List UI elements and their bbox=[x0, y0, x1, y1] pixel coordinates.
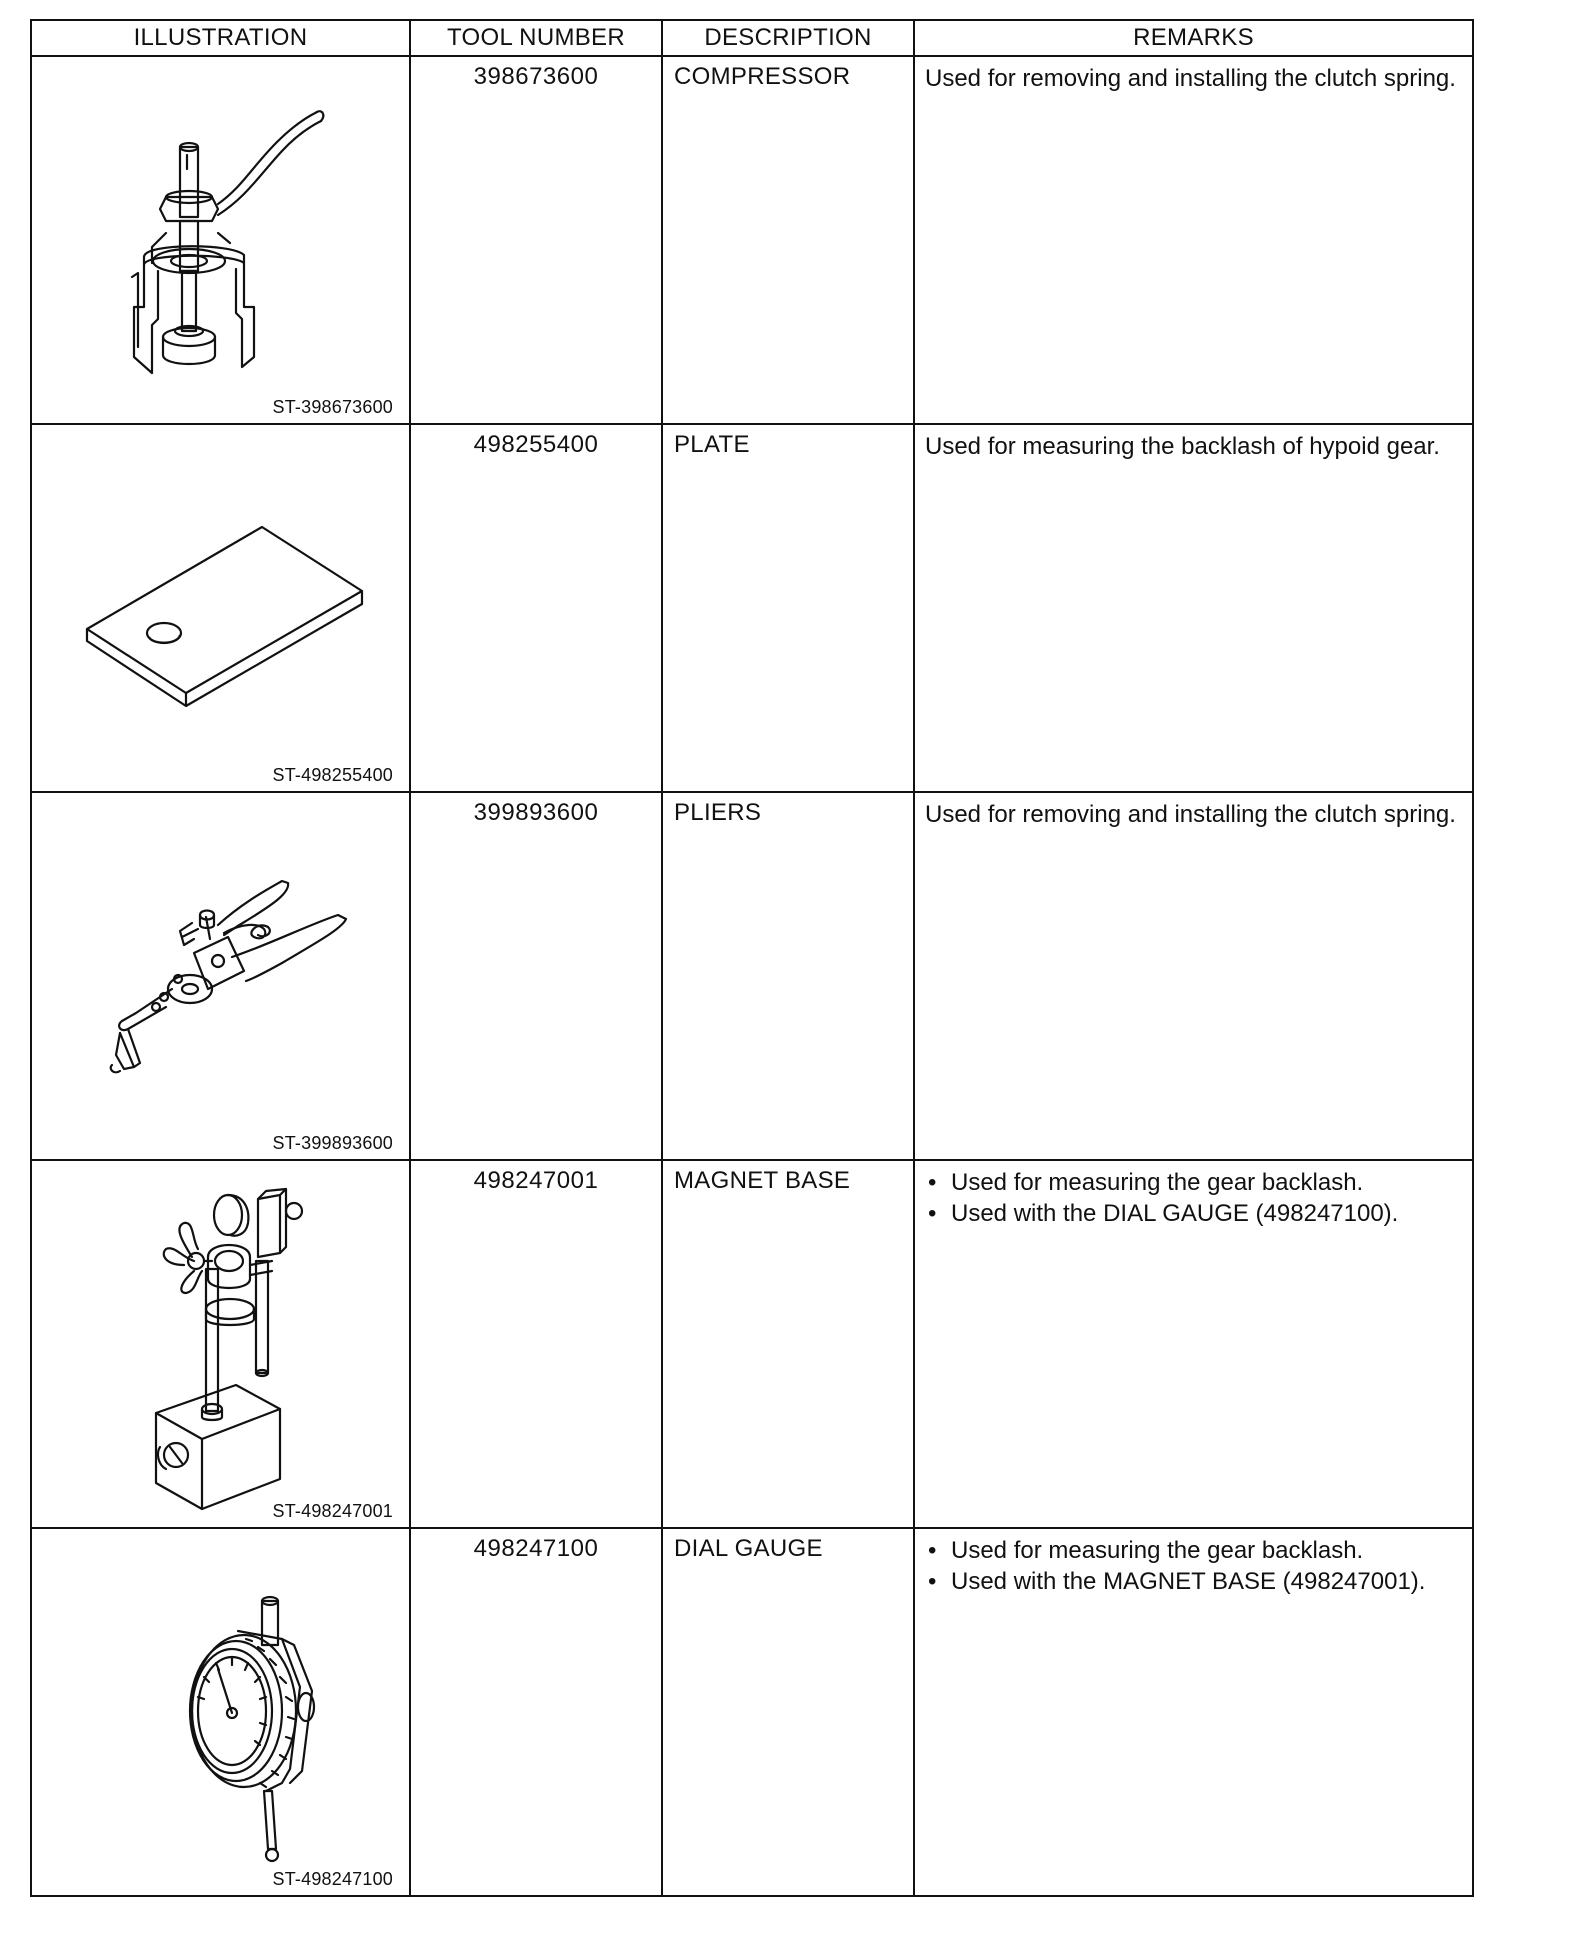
bullet: • bbox=[928, 1568, 937, 1595]
remark-text: Used for removing and installing the clutch spring. bbox=[925, 65, 1456, 92]
remarks-list bbox=[925, 1167, 1462, 1229]
header-illustration: ILLUSTRATION bbox=[32, 21, 411, 55]
remark-text: Used with the MAGNET BASE (498247001). bbox=[951, 1568, 1426, 1595]
description: DIAL GAUGE bbox=[674, 1535, 823, 1562]
special-tools-table bbox=[30, 19, 1474, 1897]
bullet: • bbox=[928, 1537, 937, 1564]
illustration-code: ST-498247001 bbox=[272, 1501, 393, 1521]
illustration-cell bbox=[32, 425, 411, 791]
tool-number: 398673600 bbox=[473, 63, 599, 90]
description: MAGNET BASE bbox=[674, 1167, 851, 1194]
description-cell bbox=[663, 793, 915, 1159]
tool-number-cell bbox=[411, 1529, 663, 1897]
illustration-cell bbox=[32, 1161, 411, 1527]
illustration-cell bbox=[32, 793, 411, 1159]
tool-number-cell bbox=[411, 793, 663, 1159]
illustration bbox=[32, 425, 409, 791]
tool-number: 399893600 bbox=[473, 799, 599, 826]
header-remarks: REMARKS bbox=[1133, 24, 1254, 51]
remarks bbox=[925, 1535, 1462, 1597]
description: PLIERS bbox=[674, 799, 762, 826]
list-item bbox=[925, 1198, 1462, 1229]
description-cell bbox=[663, 1529, 915, 1897]
illustration-cell bbox=[32, 1529, 411, 1897]
description-cell bbox=[663, 1161, 915, 1527]
tool-number: 498255400 bbox=[473, 431, 599, 458]
remarks bbox=[925, 63, 1462, 94]
remark-text: Used for measuring the gear backlash. bbox=[951, 1537, 1364, 1564]
remark-text: Used for measuring the gear backlash. bbox=[951, 1169, 1364, 1196]
tool-number-cell bbox=[411, 57, 663, 423]
illustration-code: ST-498255400 bbox=[272, 765, 393, 785]
remarks-cell bbox=[915, 57, 1472, 423]
tool-number-cell bbox=[411, 1161, 663, 1527]
illustration-cell bbox=[32, 57, 411, 423]
plate-icon bbox=[32, 425, 409, 791]
remark-text: Used for removing and installing the clutch spring. bbox=[925, 801, 1456, 828]
description-cell bbox=[663, 425, 915, 791]
magnet-base-icon bbox=[32, 1161, 409, 1527]
remark-text: Used for measuring the backlash of hypoid gear. bbox=[925, 433, 1440, 460]
header-description: DESCRIPTION bbox=[663, 21, 915, 55]
remarks-list bbox=[925, 1535, 1462, 1597]
table-row bbox=[32, 425, 1472, 793]
tool-number: 498247100 bbox=[473, 1535, 599, 1562]
illustration bbox=[32, 1529, 409, 1895]
list-item bbox=[925, 1566, 1462, 1597]
illustration-code: ST-498247100 bbox=[272, 1869, 393, 1889]
list-item bbox=[925, 1535, 1462, 1566]
table-header-row bbox=[32, 21, 1472, 57]
description-cell bbox=[663, 57, 915, 423]
table-row bbox=[32, 57, 1472, 425]
remarks-cell bbox=[915, 793, 1472, 1159]
illustration bbox=[32, 1161, 409, 1527]
table-row bbox=[32, 1161, 1472, 1529]
table-row bbox=[32, 793, 1472, 1161]
description: PLATE bbox=[674, 431, 750, 458]
compressor-icon bbox=[32, 57, 409, 423]
tool-number: 498247001 bbox=[473, 1167, 599, 1194]
header-tool-number: TOOL NUMBER bbox=[411, 21, 663, 55]
illustration-code: ST-398673600 bbox=[272, 397, 393, 417]
remarks-cell bbox=[915, 1529, 1472, 1897]
dial-gauge-icon bbox=[32, 1529, 409, 1895]
remarks-cell bbox=[915, 425, 1472, 791]
list-item bbox=[925, 1167, 1462, 1198]
remarks bbox=[925, 431, 1462, 462]
remarks bbox=[925, 799, 1462, 830]
remarks-cell bbox=[915, 1161, 1472, 1527]
remarks bbox=[925, 1167, 1462, 1229]
remark-text: Used with the DIAL GAUGE (498247100). bbox=[951, 1200, 1399, 1227]
illustration-code: ST-399893600 bbox=[272, 1133, 393, 1153]
tool-number-cell bbox=[411, 425, 663, 791]
bullet: • bbox=[928, 1200, 937, 1227]
description: COMPRESSOR bbox=[674, 63, 851, 90]
table-row bbox=[32, 1529, 1472, 1897]
illustration bbox=[32, 57, 409, 423]
pliers-icon bbox=[32, 793, 409, 1159]
illustration bbox=[32, 793, 409, 1159]
bullet: • bbox=[928, 1169, 937, 1196]
